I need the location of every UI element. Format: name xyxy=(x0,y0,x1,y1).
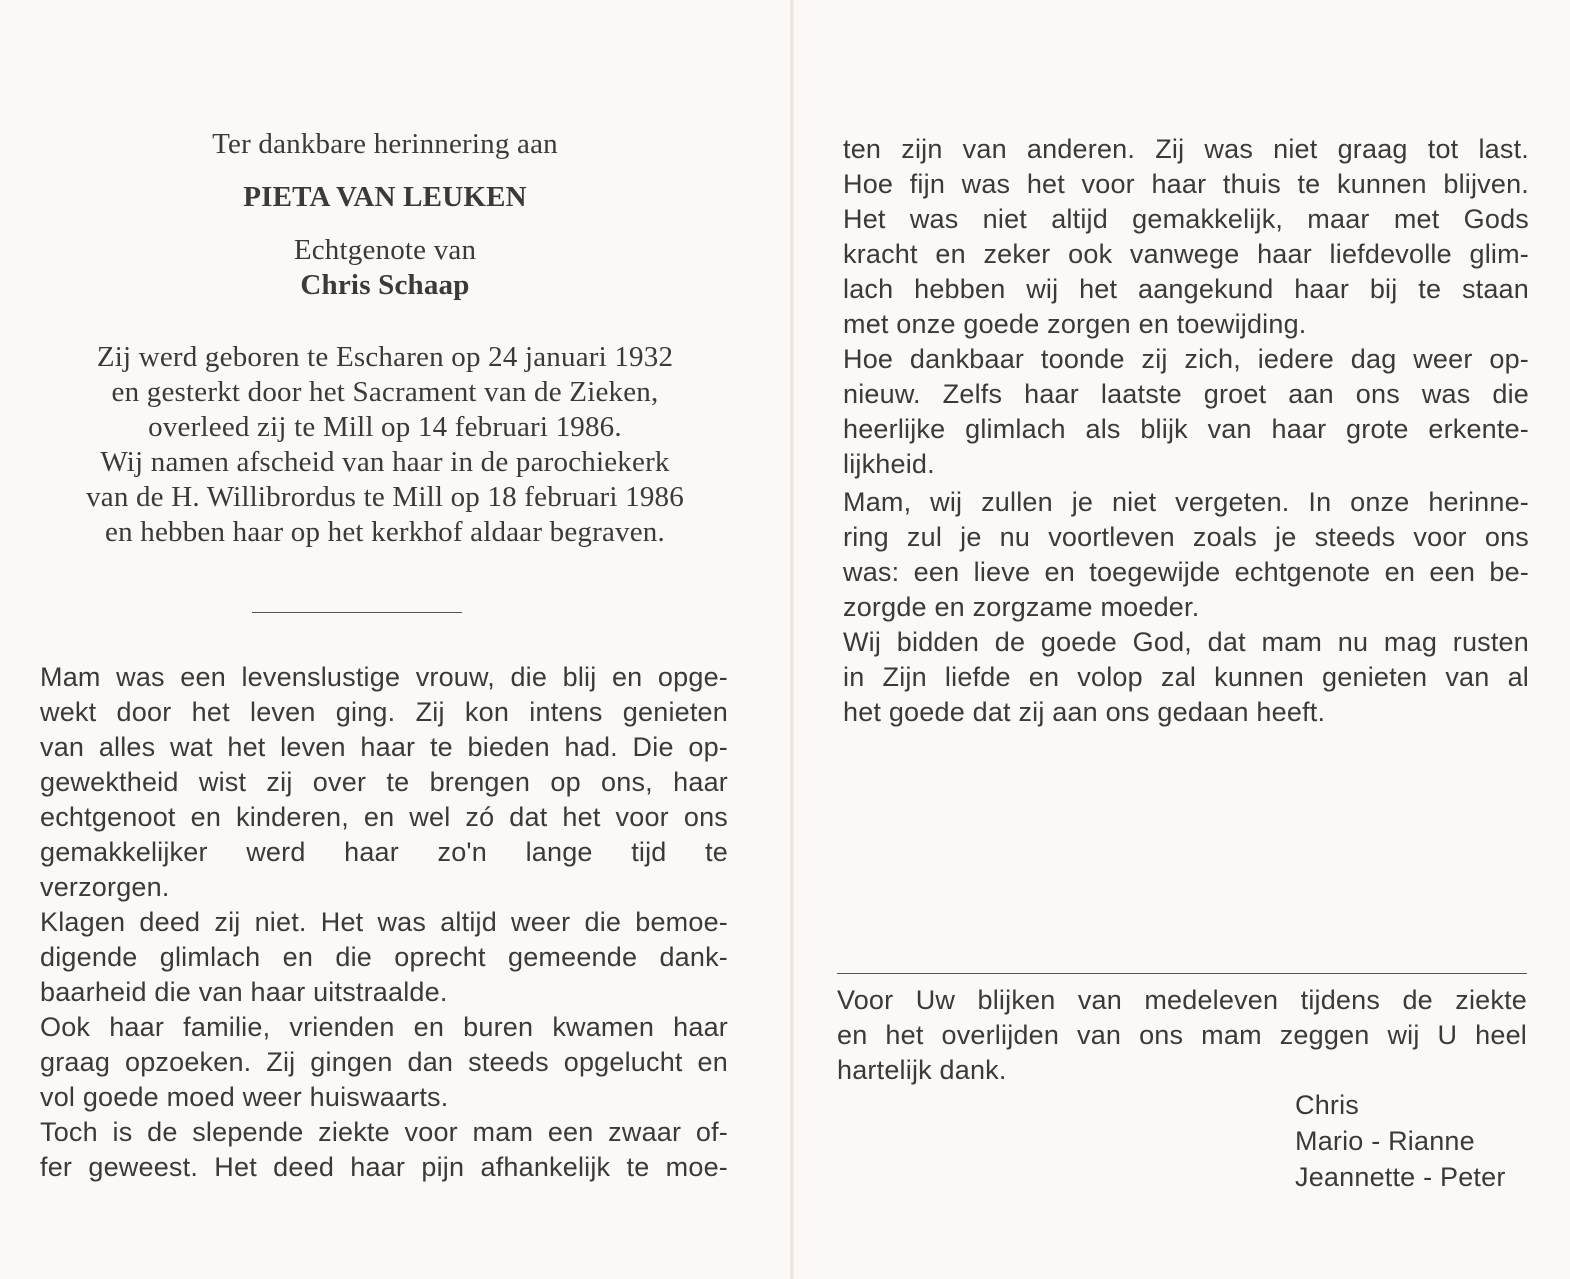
memoir-line: Mam, wij zullen je niet vergeten. In onze herinne- xyxy=(843,487,1529,517)
facts-line: en gesterkt door het Sacrament van de Zieken, xyxy=(111,376,659,408)
spouse-label: Echtgenote van xyxy=(293,234,477,266)
memoir-line: gewektheid wist zij over te brengen op ons, haar xyxy=(40,767,728,797)
memoir-line: graag opzoeken. Zij gingen dan steeds opgelucht en xyxy=(40,1047,728,1077)
memoir-line: digende glimlach en die oprecht gemeende dank- xyxy=(40,942,728,972)
memoir-line: fer geweest. Het deed haar pijn afhankelijk te moe- xyxy=(40,1152,728,1182)
memoir-line: Het was niet altijd gemakkelijk, maar met Gods xyxy=(843,204,1529,234)
memoir-line: ring zul je nu voortleven zoals je steeds voor ons xyxy=(843,522,1529,552)
memoir-line: in Zijn liefde en volop zal kunnen genieten van al xyxy=(843,662,1529,692)
memoir-line: verzorgen. xyxy=(40,872,170,902)
memoir-line: lijkheid. xyxy=(843,449,935,479)
memoir-line: wekt door het leven ging. Zij kon intens genieten xyxy=(40,697,728,727)
facts-line: Zij werd geboren te Escharen op 24 januari 1932 xyxy=(96,341,674,373)
signature-line: Mario - Rianne xyxy=(1295,1126,1475,1156)
facts-line: en hebben haar op het kerkhof aldaar begraven. xyxy=(105,516,665,548)
right-page xyxy=(795,0,1570,1279)
deceased-name: PIETA VAN LEUKEN xyxy=(243,181,527,213)
signature-line: Chris xyxy=(1295,1090,1360,1120)
memoir-line: Ook haar familie, vrienden en buren kwamen haar xyxy=(40,1012,728,1042)
memoir-line: vol goede moed weer huiswaarts. xyxy=(40,1082,449,1112)
thanks-line: en het overlijden van ons mam zeggen wij U heel xyxy=(837,1020,1527,1050)
memoir-line: ten zijn van anderen. Zij was niet graag tot last. xyxy=(843,134,1529,164)
memoir-line: Mam was een levenslustige vrouw, die blij en opge- xyxy=(40,662,728,692)
memoir-line: zorgde en zorgzame moeder. xyxy=(843,592,1200,622)
separator xyxy=(837,973,1527,974)
facts-line: van de H. Willibrordus te Mill op 18 februari 1986 xyxy=(86,481,684,513)
memoir-line: heerlijke glimlach als blijk van haar grote erkente- xyxy=(843,414,1529,444)
spouse-name: Chris Schaap xyxy=(300,269,470,301)
memoir-line: van alles wat het leven haar te bieden had. Die op- xyxy=(40,732,728,762)
signature-line: Jeannette - Peter xyxy=(1295,1162,1506,1192)
memoir-line: kracht en zeker ook vanwege haar liefdevolle glim- xyxy=(843,239,1529,269)
memoir-line: echtgenoot en kinderen, en wel zó dat het voor ons xyxy=(40,802,728,832)
memoir-line: gemakkelijker werd haar zo'n lange tijd te xyxy=(40,837,728,867)
facts-line: Wij namen afscheid van haar in de parochiekerk xyxy=(100,446,670,478)
facts-line: overleed zij te Mill op 14 februari 1986. xyxy=(148,411,622,443)
memoir-line: baarheid die van haar uitstraalde. xyxy=(40,977,448,1007)
memoir-line: Hoe fijn was het voor haar thuis te kunnen blijven. xyxy=(843,169,1529,199)
memoir-line: lach hebben wij het aangekund haar bij te staan xyxy=(843,274,1529,304)
memoir-line: met onze goede zorgen en toewijding. xyxy=(843,309,1307,339)
memoir-line: nieuw. Zelfs haar laatste groet aan ons was die xyxy=(843,379,1529,409)
memoir-line: Klagen deed zij niet. Het was altijd weer die bemoe- xyxy=(40,907,728,937)
separator xyxy=(252,612,462,613)
memoir-line: Wij bidden de goede God, dat mam nu mag rusten xyxy=(843,627,1529,657)
page-fold xyxy=(790,0,794,1279)
heading: Ter dankbare herinnering aan xyxy=(212,128,558,160)
thanks-line: hartelijk dank. xyxy=(837,1055,1007,1085)
memoir-line: Hoe dankbaar toonde zij zich, iedere dag weer op- xyxy=(843,344,1529,374)
memoir-line: was: een lieve en toegewijde echtgenote en een be- xyxy=(843,557,1529,587)
memoir-line: het goede dat zij aan ons gedaan heeft. xyxy=(843,697,1326,727)
memoir-line: Toch is de slepende ziekte voor mam een zwaar of- xyxy=(40,1117,728,1147)
thanks-line: Voor Uw blijken van medeleven tijdens de ziekte xyxy=(837,985,1527,1015)
